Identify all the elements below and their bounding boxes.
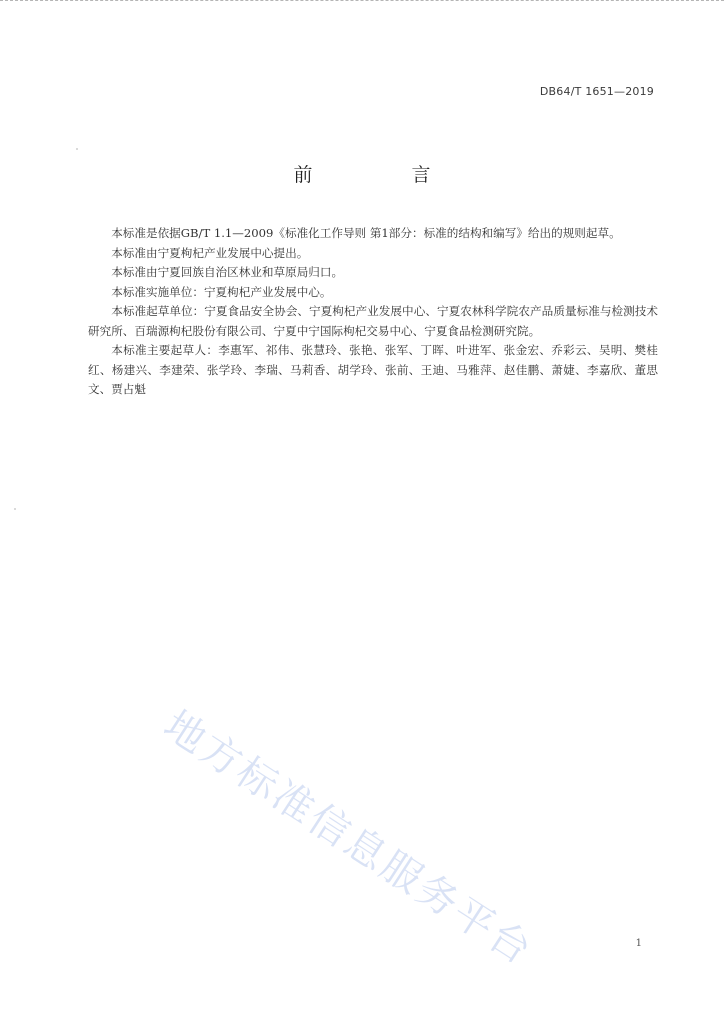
paragraph-proposer: 本标准由宁夏枸杞产业发展中心提出。 — [111, 245, 309, 260]
scan-top-edge — [0, 0, 724, 4]
scan-speck — [14, 508, 16, 510]
scan-speck — [76, 148, 78, 150]
paragraph-administrator: 本标准由宁夏回族自治区林业和草原局归口。 — [111, 265, 344, 279]
paragraph-drafters: 本标准主要起草人：李惠军、祁伟、张慧玲、张艳、张军、丁晖、叶进军、张金宏、乔彩云、吴明、樊桂红、杨建兴、李建荣、张学玲、李瑞、马莉香、胡学玲、张前、王迪、马雅萍、赵佳鹏、萧婕、李嘉欣、董思文、贾占魁 — [88, 343, 658, 396]
watermark: 地方标准信息服务平台 — [155, 702, 542, 975]
paragraph-drafting-units: 本标准起草单位：宁夏食品安全协会、宁夏枸杞产业发展中心、宁夏农林科学院农产品质量标准与检测技术研究所、百瑞源枸杞股份有限公司、宁夏中宁国际枸杞交易中心、宁夏食品检测研究院。 — [88, 304, 658, 338]
paragraph-implementer: 本标准实施单位：宁夏枸杞产业发展中心。 — [111, 284, 332, 299]
standard-code: DB64/T 1651—2019 — [539, 85, 654, 98]
paragraph-drafting-basis: 本标准是依据GB/T 1.1—2009《标准化工作导则 第1部分：标准的结构和编写》给出的规则起草。 — [111, 226, 621, 240]
page-title: 前 言 — [293, 164, 471, 186]
foreword-body — [88, 224, 658, 400]
page-number: 1 — [635, 938, 642, 949]
